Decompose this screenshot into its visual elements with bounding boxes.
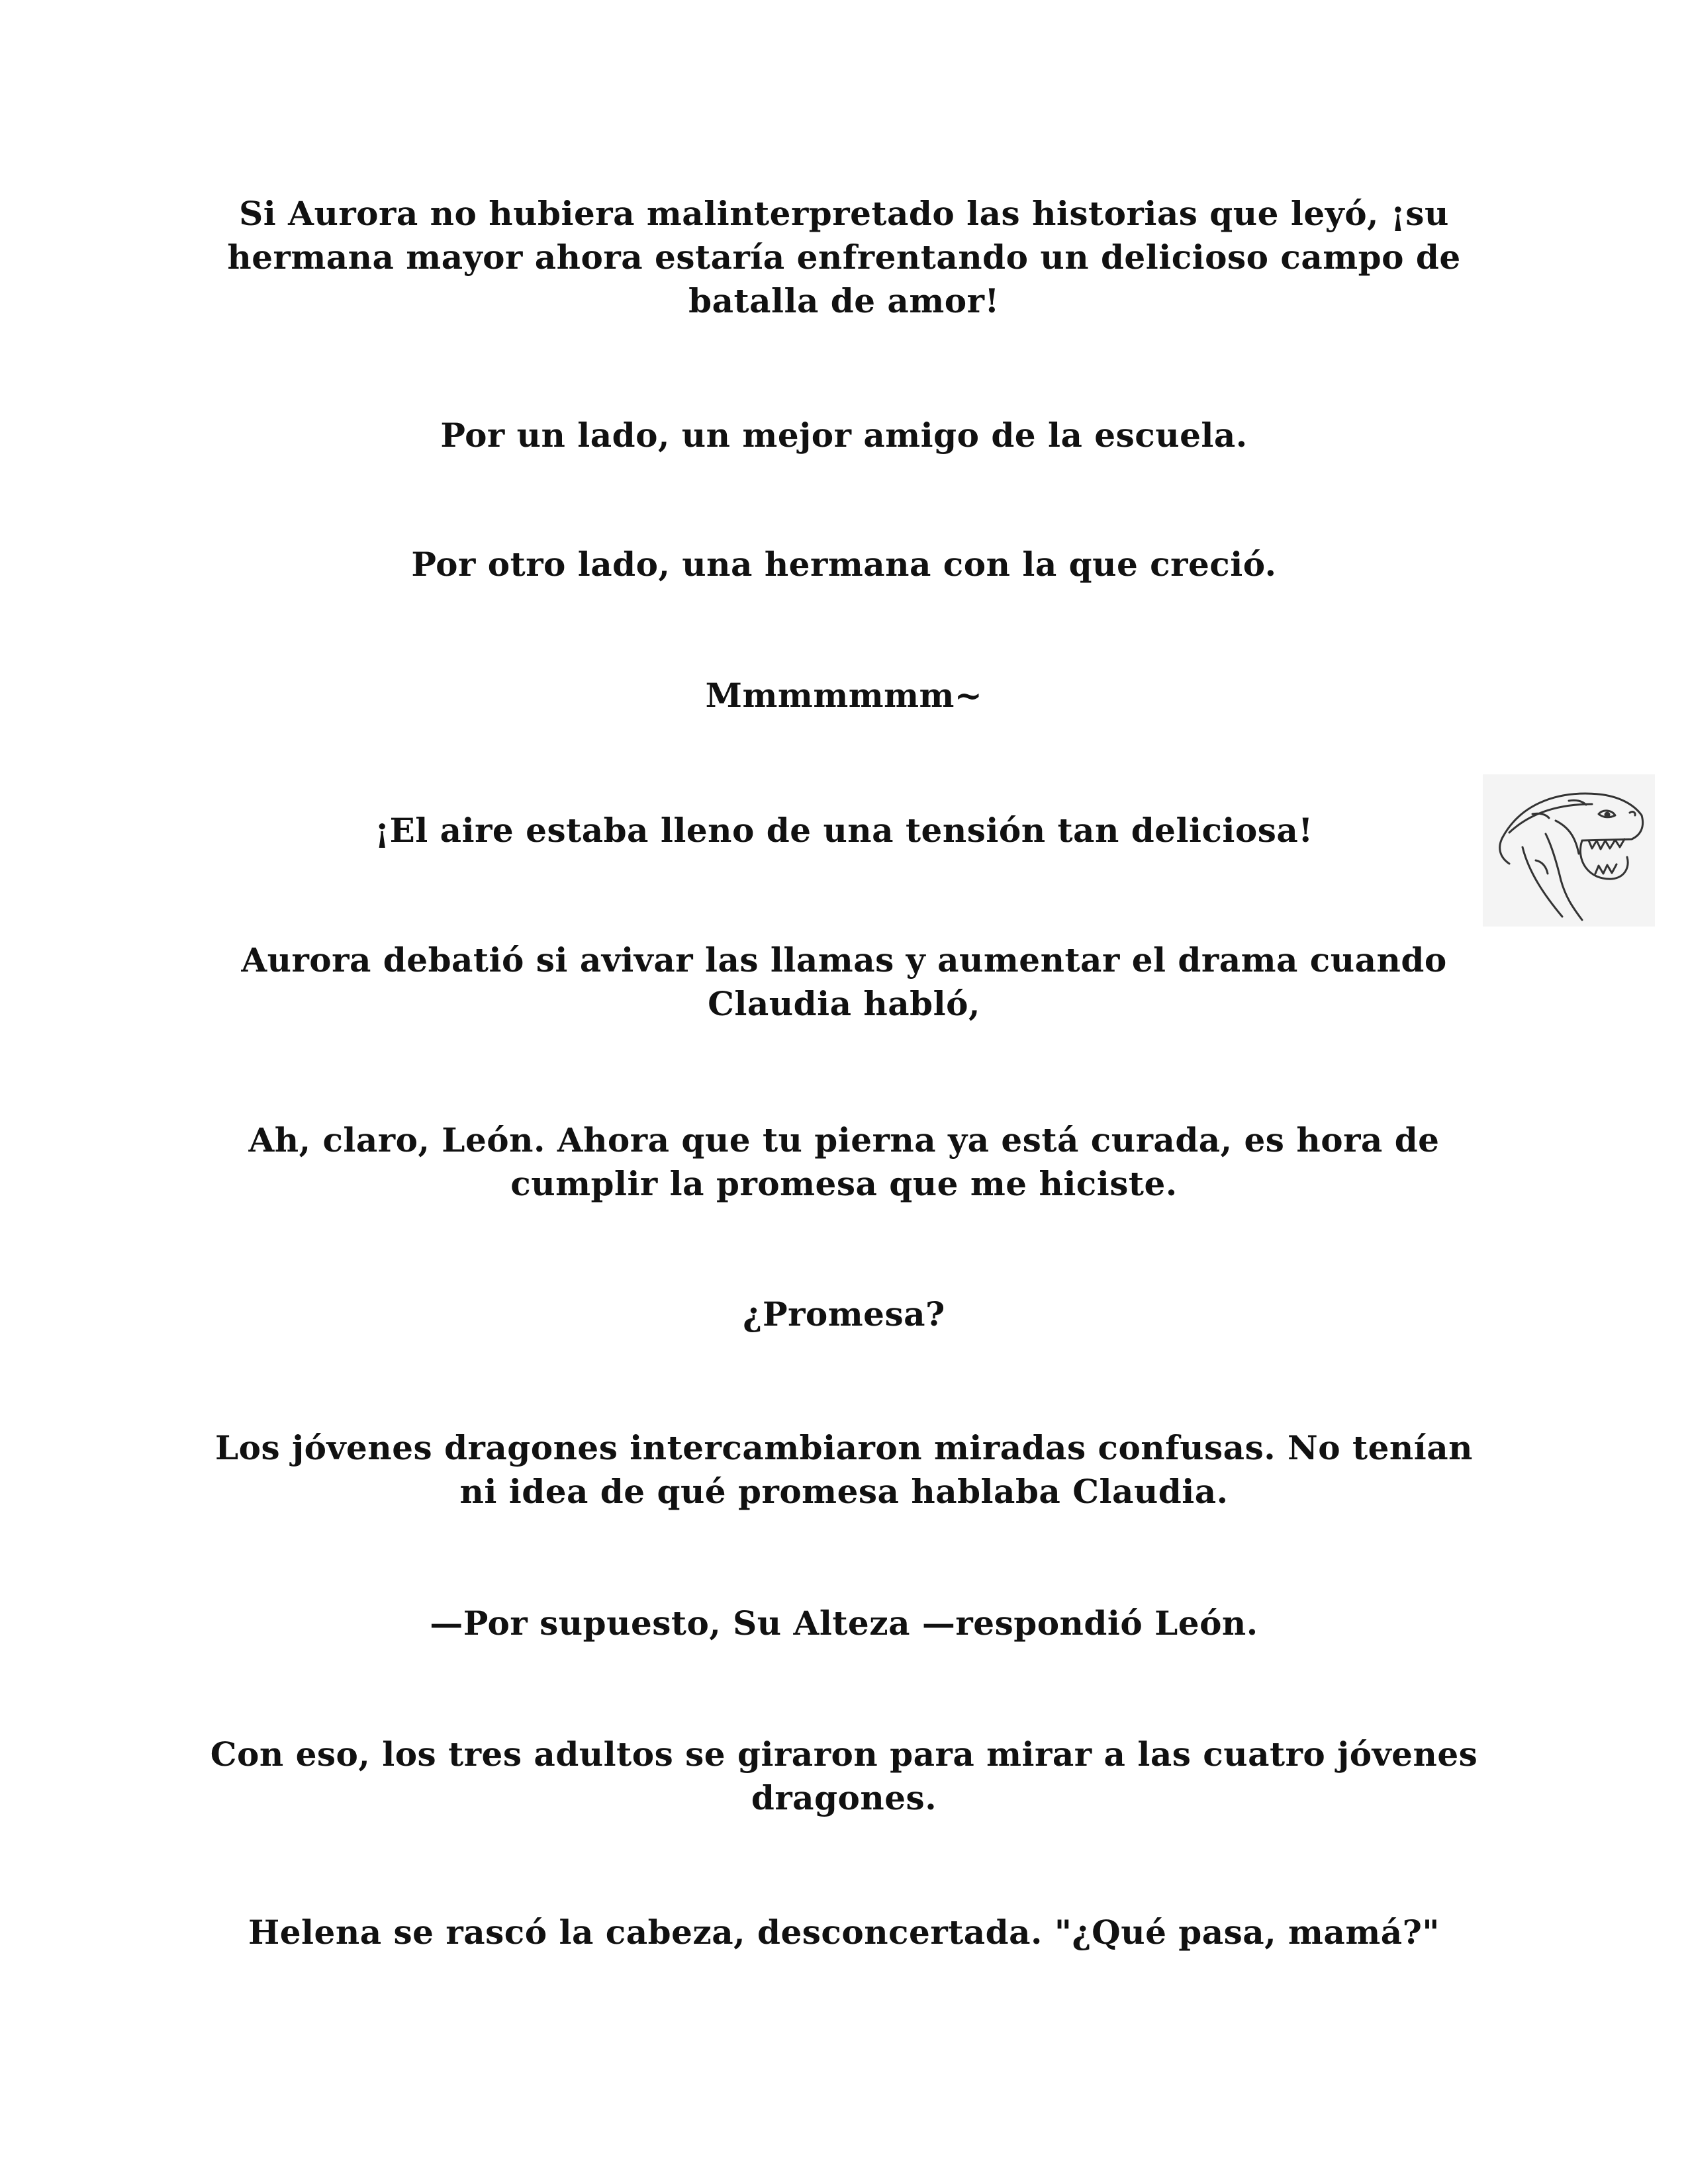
paragraph-3: Por otro lado, una hermana con la que creció. [411, 545, 1277, 584]
paragraph-2: Por un lado, un mejor amigo de la escuela. [440, 416, 1248, 455]
paragraph-12: Helena se rascó la cabeza, desconcertada. "¿Qué pasa, mamá?" [248, 1913, 1440, 1952]
paragraph-4: Mmmmmmm~ [705, 676, 983, 715]
paragraph-8: ¿Promesa? [743, 1295, 945, 1334]
dinosaur-head-sketch-icon [1483, 774, 1655, 927]
paragraph-1: Si Aurora no hubiera malinterpretado las historias que leyó, ¡su hermana mayor ahora estaría enfrentando un delicioso campo de batalla de amor! [227, 194, 1461, 320]
paragraph-5: ¡El aire estaba lleno de una tensión tan deliciosa! [375, 811, 1313, 850]
paragraph-11: Con eso, los tres adultos se giraron para mirar a las cuatro jóvenes dragones. [210, 1735, 1478, 1817]
paragraph-6: Aurora debatió si avivar las llamas y aumentar el drama cuando Claudia habló, [241, 940, 1447, 1023]
paragraph-9: Los jóvenes dragones intercambiaron miradas confusas. No tenían ni idea de qué promesa hablaba Claudia. [214, 1428, 1473, 1511]
paragraph-7: Ah, claro, León. Ahora que tu pierna ya está curada, es hora de cumplir la promesa que me hiciste. [248, 1120, 1440, 1203]
paragraph-10: —Por supuesto, Su Alteza —respondió León. [430, 1604, 1258, 1643]
